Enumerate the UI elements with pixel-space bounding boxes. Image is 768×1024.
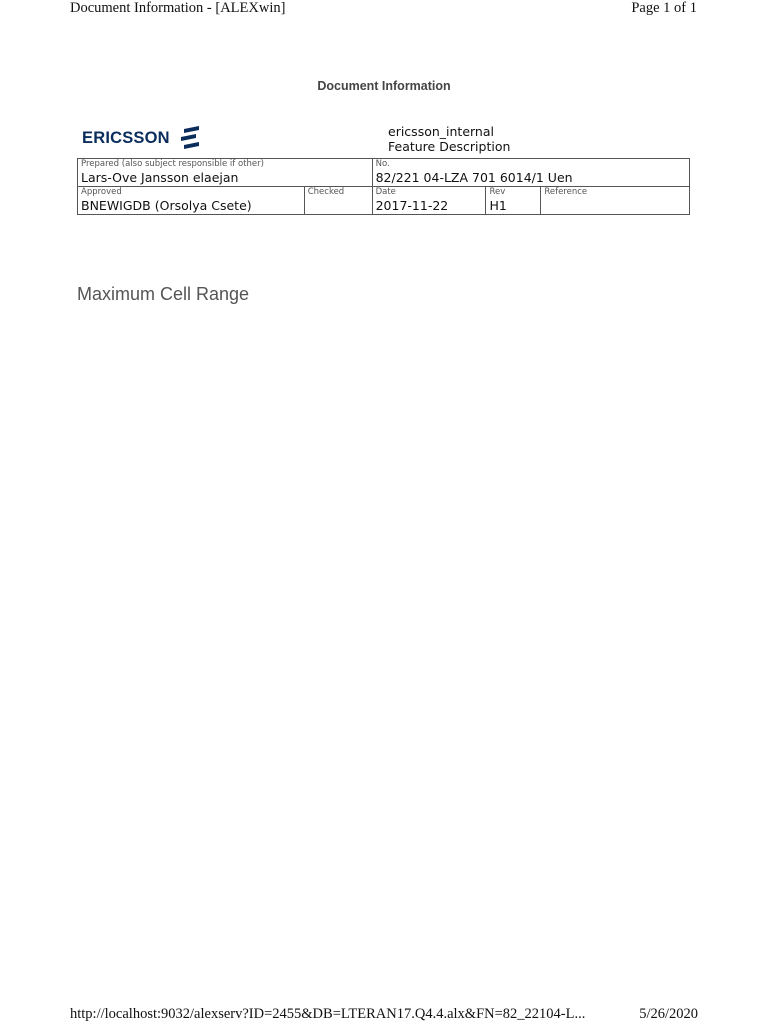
document-number-value: 82/221 04-LZA 701 6014/1 Uen [375,170,573,185]
print-header-page-number: Page 1 of 1 [631,0,697,16]
document-info-heading: Document Information [317,79,451,93]
feature-title: Maximum Cell Range [77,284,250,304]
date-label: Date [375,187,396,197]
print-header-title: Document Information - [ALEXwin] [70,0,286,16]
security-class: ericsson_internal [388,124,494,139]
document-type: Feature Description [388,139,511,154]
document-classification [388,124,510,154]
approved-label: Approved [81,187,122,197]
document-metadata-table [77,158,690,215]
approved-value: BNEWIGDB (Orsolya Csete) [81,198,252,213]
checked-label: Checked [307,187,345,197]
reference-label: Reference [544,187,588,197]
revision-value: H1 [489,198,507,213]
reference-cell [541,187,690,215]
document-number-cell [372,159,689,187]
document-number-label: No. [375,159,390,169]
revision-cell [486,187,541,215]
logo-wordmark: ERICSSON [82,128,170,147]
table-row [78,187,690,215]
ericsson-stripes-icon [180,126,202,150]
approved-cell [78,187,305,215]
date-value: 2017-11-22 [375,198,449,213]
prepared-label: Prepared (also subject responsible if other) [81,159,264,169]
prepared-cell [78,159,373,187]
print-footer-date: 5/26/2020 [639,1006,698,1022]
date-cell [372,187,486,215]
checked-cell [304,187,372,215]
revision-label: Rev [489,187,506,197]
print-footer-url: http://localhost:9032/alexserv?ID=2455&DB=LTERAN17.Q4.4.alx&FN=82_22104-L... [70,1006,586,1022]
ericsson-logo [82,126,202,150]
table-row [78,159,690,187]
prepared-value: Lars-Ove Jansson elaejan [81,170,239,185]
